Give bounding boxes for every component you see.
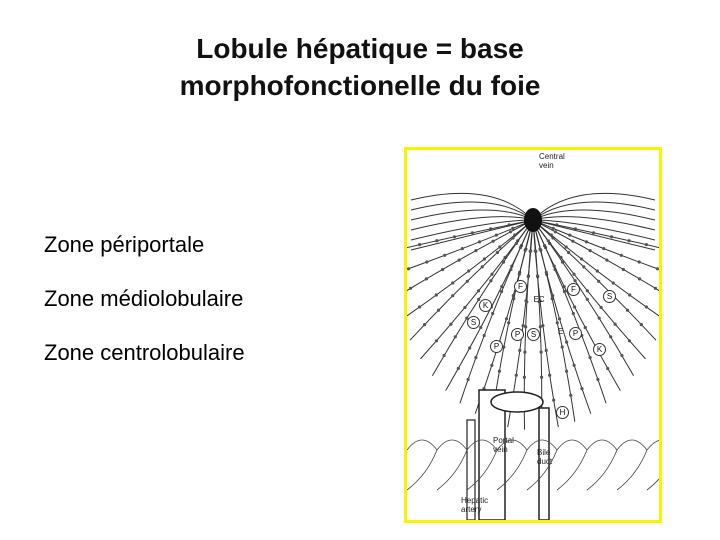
hepatocyte-nucleus — [490, 273, 493, 276]
hepatocyte-nucleus — [491, 312, 494, 315]
hepatocyte-nucleus — [495, 234, 498, 237]
label-portal-vein: Portal vein — [493, 436, 514, 454]
hepatocyte-nucleus — [525, 300, 528, 303]
connective-tissue — [437, 440, 467, 490]
hepatocyte-nucleus — [529, 250, 532, 253]
hepatocyte-nucleus — [612, 281, 615, 284]
hepatocyte-nucleus — [573, 305, 576, 308]
hepatocyte-nucleus — [466, 280, 469, 283]
hepatocyte-nucleus — [496, 251, 499, 254]
hepatocyte-nucleus — [418, 305, 421, 308]
hepatocyte-nucleus — [550, 233, 553, 236]
hepatocyte-nucleus — [483, 257, 486, 260]
hepatocyte-nucleus — [622, 268, 625, 271]
hepatocyte-nucleus — [556, 321, 559, 324]
cell-tag-k-2: K — [593, 343, 606, 356]
hepatocyte-nucleus — [554, 230, 557, 233]
hepatocyte-nucleus — [596, 378, 599, 381]
title-line-1: Lobule hépatique = base — [196, 33, 524, 64]
hepatocyte-nucleus — [582, 265, 585, 268]
hepatocyte-nucleus — [563, 285, 566, 288]
hepatocyte-nucleus — [656, 267, 659, 270]
hepatocyte-nucleus — [409, 287, 412, 290]
hepatocyte-nucleus — [458, 259, 461, 262]
hepatocyte-nucleus — [626, 309, 629, 312]
title-line-2: morphofonctionelle du foie — [179, 70, 541, 101]
hepatocyte-nucleus — [606, 367, 609, 370]
hepatocyte-nucleus — [563, 290, 566, 293]
hepatocyte-nucleus — [468, 346, 471, 349]
hepatocyte-nucleus — [463, 306, 466, 309]
hepatocyte-nucleus — [572, 312, 575, 315]
hepatocyte-nucleus — [567, 251, 570, 254]
hepatocyte-nucleus — [471, 231, 474, 234]
connective-tissue — [557, 440, 587, 490]
hepatocyte-nucleus — [407, 267, 410, 270]
hepatocyte-nucleus — [519, 246, 522, 249]
hepatocyte-nucleus — [586, 289, 589, 292]
hepatocyte-nucleus — [515, 242, 518, 245]
cell-tag-e: E — [557, 327, 564, 336]
hepatocyte-nucleus — [490, 364, 493, 367]
hepatocyte-nucleus — [483, 334, 486, 337]
zone-item-mediolobulaire: Zone médiolobulaire — [44, 286, 244, 311]
hepatocyte-nucleus — [457, 367, 460, 370]
hepatocyte-nucleus — [435, 339, 438, 342]
hepatocyte-nucleus — [571, 240, 574, 243]
hepatocyte-nucleus — [543, 244, 546, 247]
hepatocyte-nucleus — [609, 335, 612, 338]
cell-tag-f-1: F — [514, 280, 527, 293]
hepatocyte-nucleus — [565, 245, 568, 248]
hepatocyte-nucleus — [628, 293, 631, 296]
hepatocyte-nucleus — [509, 230, 512, 233]
hepatocyte-nucleus — [598, 317, 601, 320]
hepatocyte-nucleus — [592, 231, 595, 234]
hepatocyte-nucleus — [461, 247, 464, 250]
zone-list — [44, 232, 384, 394]
hepatocyte-nucleus — [558, 317, 561, 320]
hepatocyte-nucleus — [418, 243, 421, 246]
hepatocyte-nucleus — [449, 323, 452, 326]
hepatocyte-nucleus — [435, 293, 438, 296]
hepatocyte-nucleus — [474, 249, 477, 252]
hepatocyte-nucleus — [573, 364, 576, 367]
hepatocyte-cord — [533, 220, 659, 299]
hepatocyte-nucleus — [453, 235, 456, 238]
slide-title — [100, 30, 620, 104]
hepatocyte-nucleus — [541, 324, 544, 327]
hepatocyte-nucleus — [597, 280, 600, 283]
hepatocyte-nucleus — [451, 281, 454, 284]
hepatocyte-nucleus — [605, 259, 608, 262]
hepatocyte-nucleus — [505, 317, 508, 320]
cell-tag-s-2: S — [467, 316, 480, 329]
hepatocyte-nucleus — [481, 265, 484, 268]
central-vein-shape — [524, 208, 542, 232]
hepatocyte-nucleus — [527, 275, 530, 278]
hepatocyte-nucleus — [534, 249, 537, 252]
hepatocyte-nucleus — [610, 235, 613, 238]
cell-tag-p-2: P — [569, 327, 582, 340]
hepatocyte-nucleus — [638, 277, 641, 280]
hepatocyte-nucleus — [467, 269, 470, 272]
hepatocyte-nucleus — [437, 309, 440, 312]
hepatocyte-nucleus — [547, 239, 550, 242]
hepatocyte-nucleus — [518, 349, 521, 352]
cell-tag-ec: EC — [533, 295, 545, 304]
hepatocyte-nucleus — [568, 234, 571, 237]
hepatocyte-nucleus — [451, 294, 454, 297]
hepatocyte-nucleus — [435, 239, 438, 242]
hepatocyte-nucleus — [600, 306, 603, 309]
cell-tag-s-1: S — [603, 290, 616, 303]
hepatocyte-nucleus — [477, 289, 480, 292]
hepatocyte-nucleus — [565, 341, 568, 344]
hepatocyte-nucleus — [478, 240, 481, 243]
hepatocyte-nucleus — [585, 240, 588, 243]
hepatocyte-nucleus — [628, 339, 631, 342]
connective-tissue — [587, 440, 617, 490]
hepatocyte-nucleus — [425, 260, 428, 263]
hepatocyte-nucleus — [423, 323, 426, 326]
hepatocyte-nucleus — [502, 261, 505, 264]
hepatocyte-nucleus — [574, 279, 577, 282]
hepatocyte-nucleus — [589, 249, 592, 252]
hepatocyte-nucleus — [443, 254, 446, 257]
hepatocyte-nucleus — [640, 323, 643, 326]
hepatocyte-nucleus — [545, 349, 548, 352]
hepatocyte-nucleus — [518, 273, 521, 276]
hepatocyte-nucleus — [540, 351, 543, 354]
hepatocyte-nucleus — [614, 323, 617, 326]
hepatocyte-nucleus — [552, 227, 555, 230]
hepatocyte-nucleus — [512, 297, 515, 300]
connective-tissue — [647, 440, 659, 490]
hepatocyte-nucleus — [559, 256, 562, 259]
label-bile-duct: Bile duct — [537, 448, 553, 466]
hepatocyte-nucleus — [548, 374, 551, 377]
hepatocyte-nucleus — [536, 274, 539, 277]
cell-tag-p-1: P — [511, 328, 524, 341]
hepatocyte-nucleus — [620, 254, 623, 257]
hepatocyte-nucleus — [602, 247, 605, 250]
hepatocyte-nucleus — [572, 273, 575, 276]
hepatocyte-nucleus — [524, 249, 527, 252]
hepatocyte-nucleus — [509, 268, 512, 271]
hepatocyte-nucleus — [454, 335, 457, 338]
hepatocyte-nucleus — [628, 239, 631, 242]
cell-tag-k-1: K — [479, 299, 492, 312]
hepatocyte-nucleus — [638, 260, 641, 263]
hepatocyte-nucleus — [524, 325, 527, 328]
portal-vein-branch — [491, 392, 543, 412]
hepatocyte-nucleus — [507, 321, 510, 324]
hepatocyte-nucleus — [523, 351, 526, 354]
hepatocyte-nucleus — [645, 305, 648, 308]
hepatocyte-nucleus — [479, 326, 482, 329]
hepatocyte-nucleus — [551, 294, 554, 297]
cell-tag-s-3: S — [527, 328, 540, 341]
hepatocyte-nucleus — [553, 265, 556, 268]
hepatocyte-nucleus — [489, 279, 492, 282]
hepatocyte-nucleus — [441, 268, 444, 271]
hepatocyte-nucleus — [589, 356, 592, 359]
hepatocyte-nucleus — [584, 326, 587, 329]
hepatocyte-nucleus — [540, 376, 543, 379]
hepatocyte-nucleus — [580, 257, 583, 260]
hepatocyte-nucleus — [498, 245, 501, 248]
hepatocyte-nucleus — [545, 271, 548, 274]
hepatocyte-nucleus — [515, 374, 518, 377]
hepatocyte-nucleus — [654, 287, 657, 290]
hepatocyte-nucleus — [498, 370, 501, 373]
liver-lobule-illustration — [404, 147, 662, 523]
hepatocyte-nucleus — [500, 290, 503, 293]
hepatocyte-nucleus — [580, 387, 583, 390]
connective-tissue — [617, 440, 647, 490]
hepatocyte-nucleus — [425, 277, 428, 280]
hepatocyte-nucleus — [443, 354, 446, 357]
hepatocyte-nucleus — [467, 378, 470, 381]
hepatocyte-nucleus — [565, 370, 568, 373]
cell-tag-p-3: P — [490, 340, 503, 353]
hepatocyte-nucleus — [523, 376, 526, 379]
hepatocyte-nucleus — [645, 243, 648, 246]
connective-tissue — [407, 440, 437, 490]
hepatocyte-nucleus — [474, 356, 477, 359]
zone-item-centrolobulaire: Zone centrolobulaire — [44, 340, 245, 365]
hepatocyte-nucleus — [569, 394, 572, 397]
hepatocyte-nucleus — [552, 399, 555, 402]
cell-tag-h: H — [556, 406, 569, 419]
hepatocyte-nucleus — [620, 354, 623, 357]
hepatocyte-nucleus — [596, 269, 599, 272]
hepatocyte-nucleus — [561, 345, 564, 348]
hepatocyte-nucleus — [539, 248, 542, 251]
zone-item-periportale: Zone périportale — [44, 232, 205, 257]
label-hepatic-artery: Hepatic artery — [461, 496, 489, 514]
hepatocyte-nucleus — [492, 240, 495, 243]
label-central-vein: Central vein — [539, 152, 565, 170]
cell-tag-f-2: F — [567, 283, 580, 296]
hepatocyte-nucleus — [511, 236, 514, 239]
hepatocyte-nucleus — [586, 298, 589, 301]
